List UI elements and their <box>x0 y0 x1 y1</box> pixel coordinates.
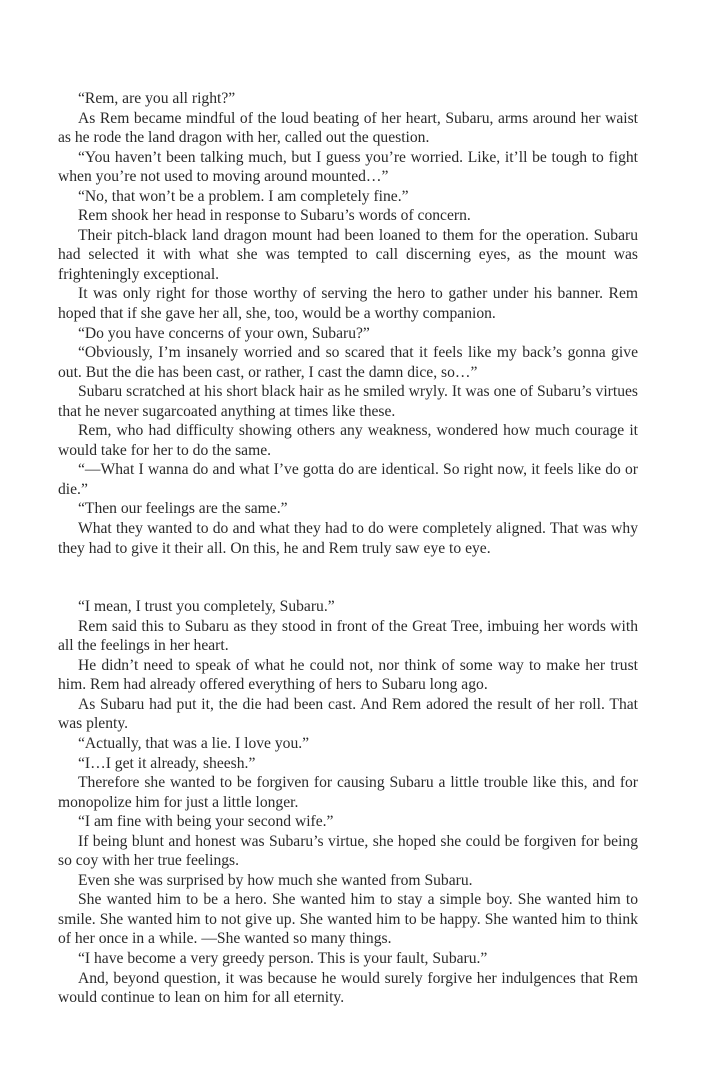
paragraph: “Do you have concerns of your own, Subaru?” <box>78 324 370 342</box>
paragraph: “Obviously, I’m insanely worried and so scared that it feels like my back’s gonna give out. But the die has been cast, or rather, I cast the damn dice, so…” <box>58 344 638 381</box>
paragraph: As Rem became mindful of the loud beating of her heart, Subaru, arms around her waist as he rode the land dragon with her, called out the question. <box>58 109 638 147</box>
paragraph: Their pitch-black land dragon mount had been loaned to them for the operation. Subaru had selected it with what she was tempted to call discerning eyes, as the mount was frighteningly exceptional. <box>58 226 638 283</box>
paragraph: “I mean, I trust you completely, Subaru.” <box>78 598 335 616</box>
paragraph: Subaru scratched at his short black hair as he smiled wryly. It was one of Subaru’s virtues that he never sugarcoated anything at times like these. <box>58 383 638 420</box>
paragraph: And, beyond question, it was because he would surely forgive her indulgences that Rem would continue to lean on him for all eternity. <box>58 969 638 1007</box>
paragraph: “Actually, that was a lie. I love you.” <box>78 734 310 752</box>
paragraph: “No, that won’t be a problem. I am completely fine.” <box>78 187 409 205</box>
paragraph: “Then our feelings are the same.” <box>78 500 288 518</box>
paragraph: “Rem, are you all right?” <box>78 90 236 107</box>
section-2 <box>58 597 638 1007</box>
book-page <box>58 89 638 1008</box>
paragraph: Rem said this to Subaru as they stood in front of the Great Tree, imbuing her words with all the feelings in her heart. <box>58 617 638 655</box>
paragraph: What they wanted to do and what they had to do were completely aligned. That was why they had to give it their all. On this, he and Rem truly saw eye to eye. <box>58 520 638 557</box>
section-1 <box>58 89 638 558</box>
paragraph: “I have become a very greedy person. This is your fault, Subaru.” <box>78 949 488 967</box>
section-break <box>58 558 638 597</box>
paragraph: “—What I wanna do and what I’ve gotta do are identical. So right now, it feels like do or die.” <box>58 461 638 498</box>
paragraph: Rem shook her head in response to Subaru’s words of concern. <box>78 207 471 225</box>
paragraph: It was only right for those worthy of serving the hero to gather under his banner. Rem hoped that if she gave her all, she, too, would be a worthy companion. <box>58 285 638 323</box>
paragraph: She wanted him to be a hero. She wanted him to stay a simple boy. She wanted him to smile. She wanted him to not give up. She wanted him to be happy. She wanted him to think of her once in a while. —She wanted so many things. <box>58 891 638 948</box>
paragraph: “I…I get it already, sheesh.” <box>78 754 256 772</box>
paragraph: If being blunt and honest was Subaru’s virtue, she hoped she could be forgiven for being so coy with her true feelings. <box>58 832 638 870</box>
paragraph: He didn’t need to speak of what he could not, nor think of some way to make her trust him. Rem had already offered everything of hers to Subaru long ago. <box>58 656 638 694</box>
paragraph: “I am fine with being your second wife.” <box>78 813 334 831</box>
paragraph: As Subaru had put it, the die had been cast. And Rem adored the result of her roll. That was plenty. <box>58 695 638 733</box>
paragraph: Therefore she wanted to be forgiven for causing Subaru a little trouble like this, and for monopolize him for just a little longer. <box>58 774 638 811</box>
paragraph: “You haven’t been talking much, but I guess you’re worried. Like, it’ll be tough to fight when you’re not used to moving around mounted…” <box>58 148 638 186</box>
paragraph: Rem, who had difficulty showing others any weakness, wondered how much courage it would take for her to do the same. <box>58 422 638 459</box>
paragraph: Even she was surprised by how much she wanted from Subaru. <box>78 871 473 889</box>
